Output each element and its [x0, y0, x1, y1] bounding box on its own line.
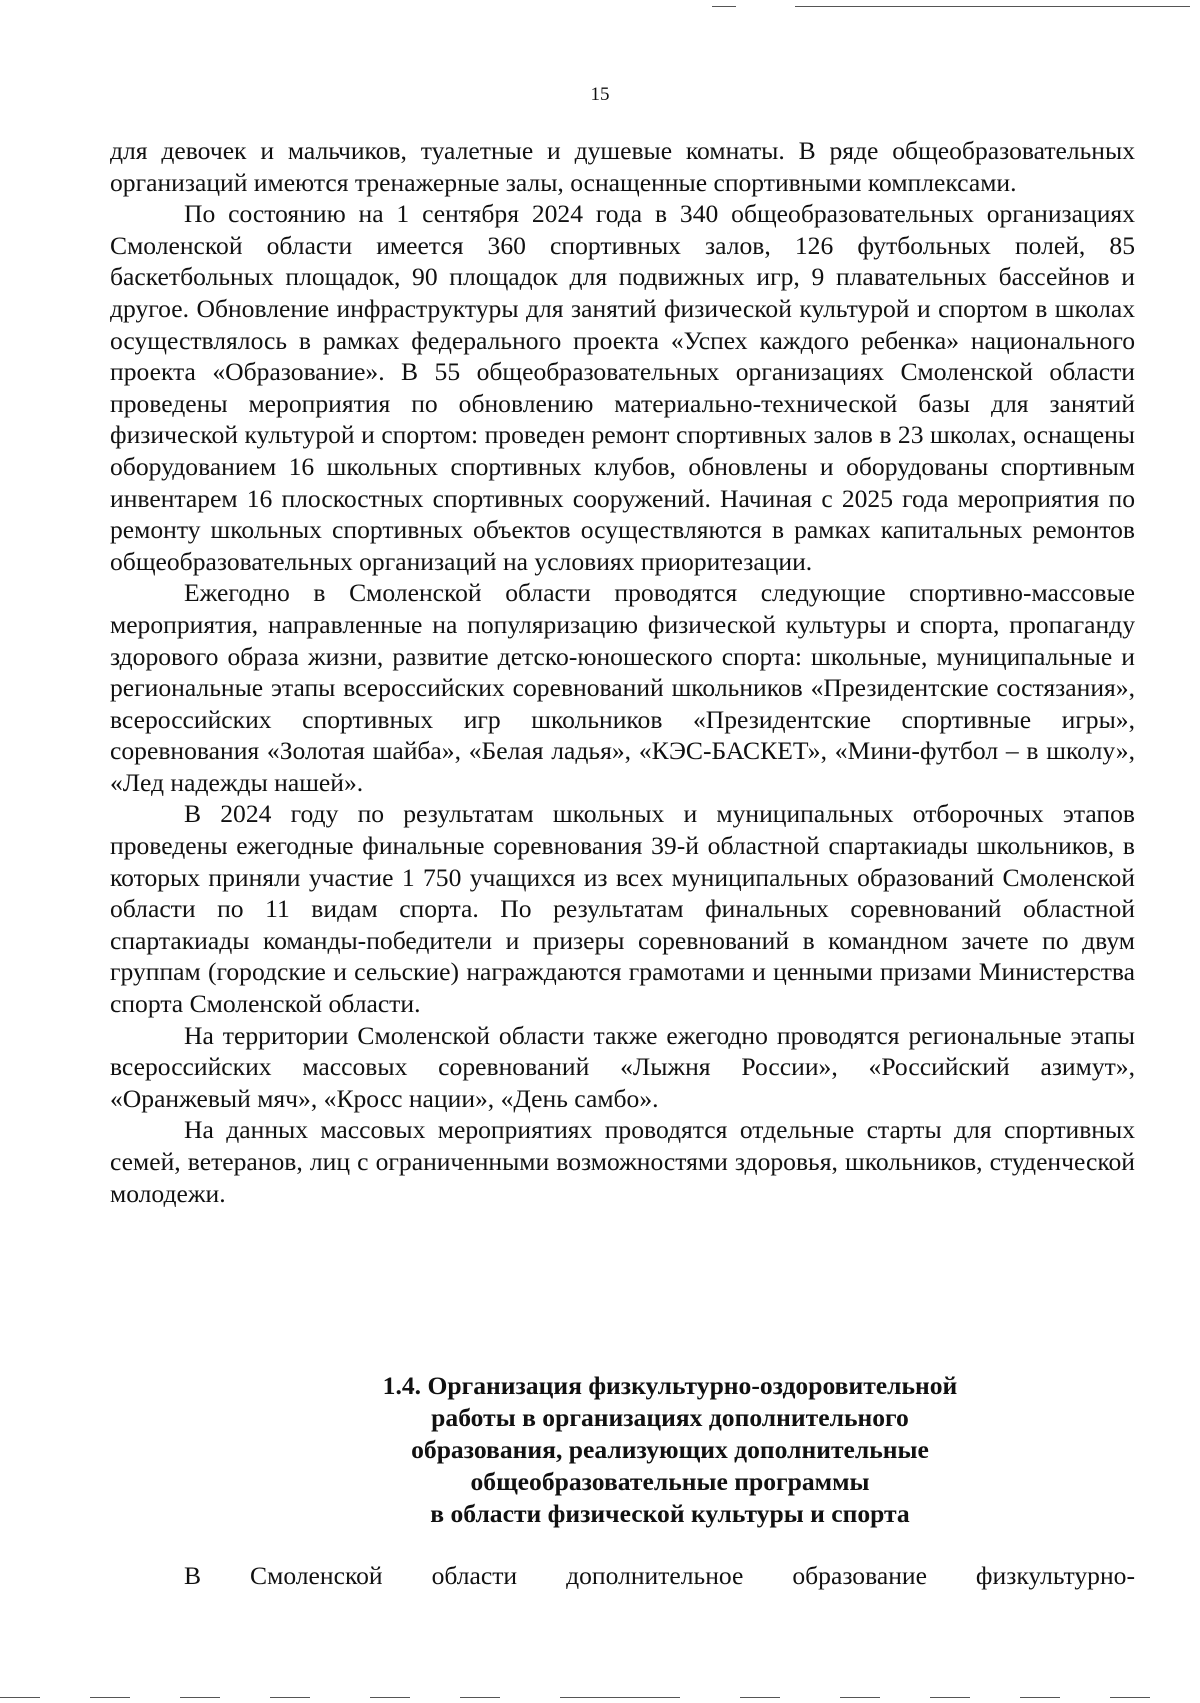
- scan-artifact-bottom-4: [270, 1697, 310, 1698]
- scan-artifact-bottom-9: [840, 1697, 880, 1698]
- paragraph-5: На территории Смоленской области также ежегодно проводятся региональные этапы всероссийских массовых соревнований «Лыжня России», «Российский азимут», «Оранжевый мяч», «Кросс нации», «День самбо».: [110, 1020, 1135, 1113]
- paragraph-6: На данных массовых мероприятиях проводятся отдельные старты для спортивных семей, ветеранов, лиц с ограниченными возможностями здоровья, школьников, студенческой молодежи.: [110, 1115, 1135, 1208]
- scan-artifact-bottom-5: [370, 1697, 410, 1698]
- scan-artifact-top-2: [795, 6, 1190, 7]
- scan-artifact-bottom-11: [1020, 1697, 1060, 1698]
- section-heading: [240, 1370, 1100, 1530]
- scan-artifact-bottom-3: [180, 1697, 220, 1698]
- paragraph-1: для девочек и мальчиков, туалетные и душевые комнаты. В ряде общеобразовательных организаций имеются тренажерные залы, оснащенные спортивными комплексами.: [110, 136, 1135, 197]
- paragraph-2: По состоянию на 1 сентября 2024 года в 340 общеобразовательных организациях Смоленской области имеется 360 спортивных залов, 126 футбольных полей, 85 баскетбольных площадок, 90 площадок для подвижных игр, 9 плавательных бассейнов и другое. Обновление инфраструктуры для занятий физической культурой и спортом в школах осуществлялось в рамках федерального проекта «Успех каждого ребенка» национального проекта «Образование». В 55 общеобразовательных организациях Смоленской области проведены мероприятия по обновлению материально-технической базы для занятий физической культурой и спортом: проведен ремонт спортивных залов в 23 школах, оснащены оборудованием 16 школьных спортивных клубов, обновлены и оборудованы спортивным инвентарем 16 плоскостных спортивных сооружений. Начиная с 2025 года мероприятия по ремонту школьных спортивных объектов осуществляются в рамках капитальных ремонтов общеобразовательных организаций на условиях приоритезации.: [110, 199, 1135, 576]
- scan-artifact-top-1: [712, 6, 736, 7]
- page-number: 15: [590, 84, 610, 105]
- paragraph-7: В Смоленской области дополнительное образование физкультурно-: [184, 1561, 1135, 1590]
- heading-line-1: 1.4. Организация физкультурно-оздоровительной: [382, 1371, 958, 1400]
- heading-line-2: работы в организациях дополнительного: [431, 1403, 909, 1432]
- scan-artifact-bottom-10: [930, 1697, 970, 1698]
- scan-artifact-bottom-1: [0, 1697, 40, 1698]
- scan-artifact-bottom-6: [460, 1697, 500, 1698]
- paragraph-4: В 2024 году по результатам школьных и муниципальных отборочных этапов проведены ежегодные финальные соревнования 39-й областной спартакиады школьников, в которых приняли участие 1 750 учащихся из всех муниципальных образований Смоленской области по 11 видам спорта. По результатам финальных соревнований областной спартакиады команды-победители и призеры соревнований в командном зачете по двум группам (городские и сельские) награждаются грамотами и ценными призами Министерства спорта Смоленской области.: [110, 799, 1135, 1019]
- body-text: [110, 135, 1135, 1209]
- paragraph-3: Ежегодно в Смоленской области проводятся следующие спортивно-массовые мероприятия, направленные на популяризацию физической культуры и спорта, пропаганду здорового образа жизни, развитие детско-юношеского спорта: школьные, муниципальные и региональные этапы всероссийских соревнований школьников «Президентские состязания», всероссийских спортивных игр школьников «Президентские спортивные игры», соревнования «Золотая шайба», «Белая ладья», «КЭС-БАСКЕТ», «Мини-футбол – в школу», «Лед надежды нашей».: [110, 578, 1135, 797]
- heading-line-4: общеобразовательные программы: [470, 1467, 870, 1496]
- heading-line-3: образования, реализующих дополнительные: [411, 1435, 929, 1464]
- scan-artifact-bottom-8: [740, 1697, 780, 1698]
- scan-artifact-bottom-2: [90, 1697, 130, 1698]
- scan-artifact-bottom-12: [1110, 1697, 1150, 1698]
- scan-artifact-bottom-7: [560, 1697, 680, 1698]
- heading-line-5: в области физической культуры и спорта: [430, 1499, 910, 1528]
